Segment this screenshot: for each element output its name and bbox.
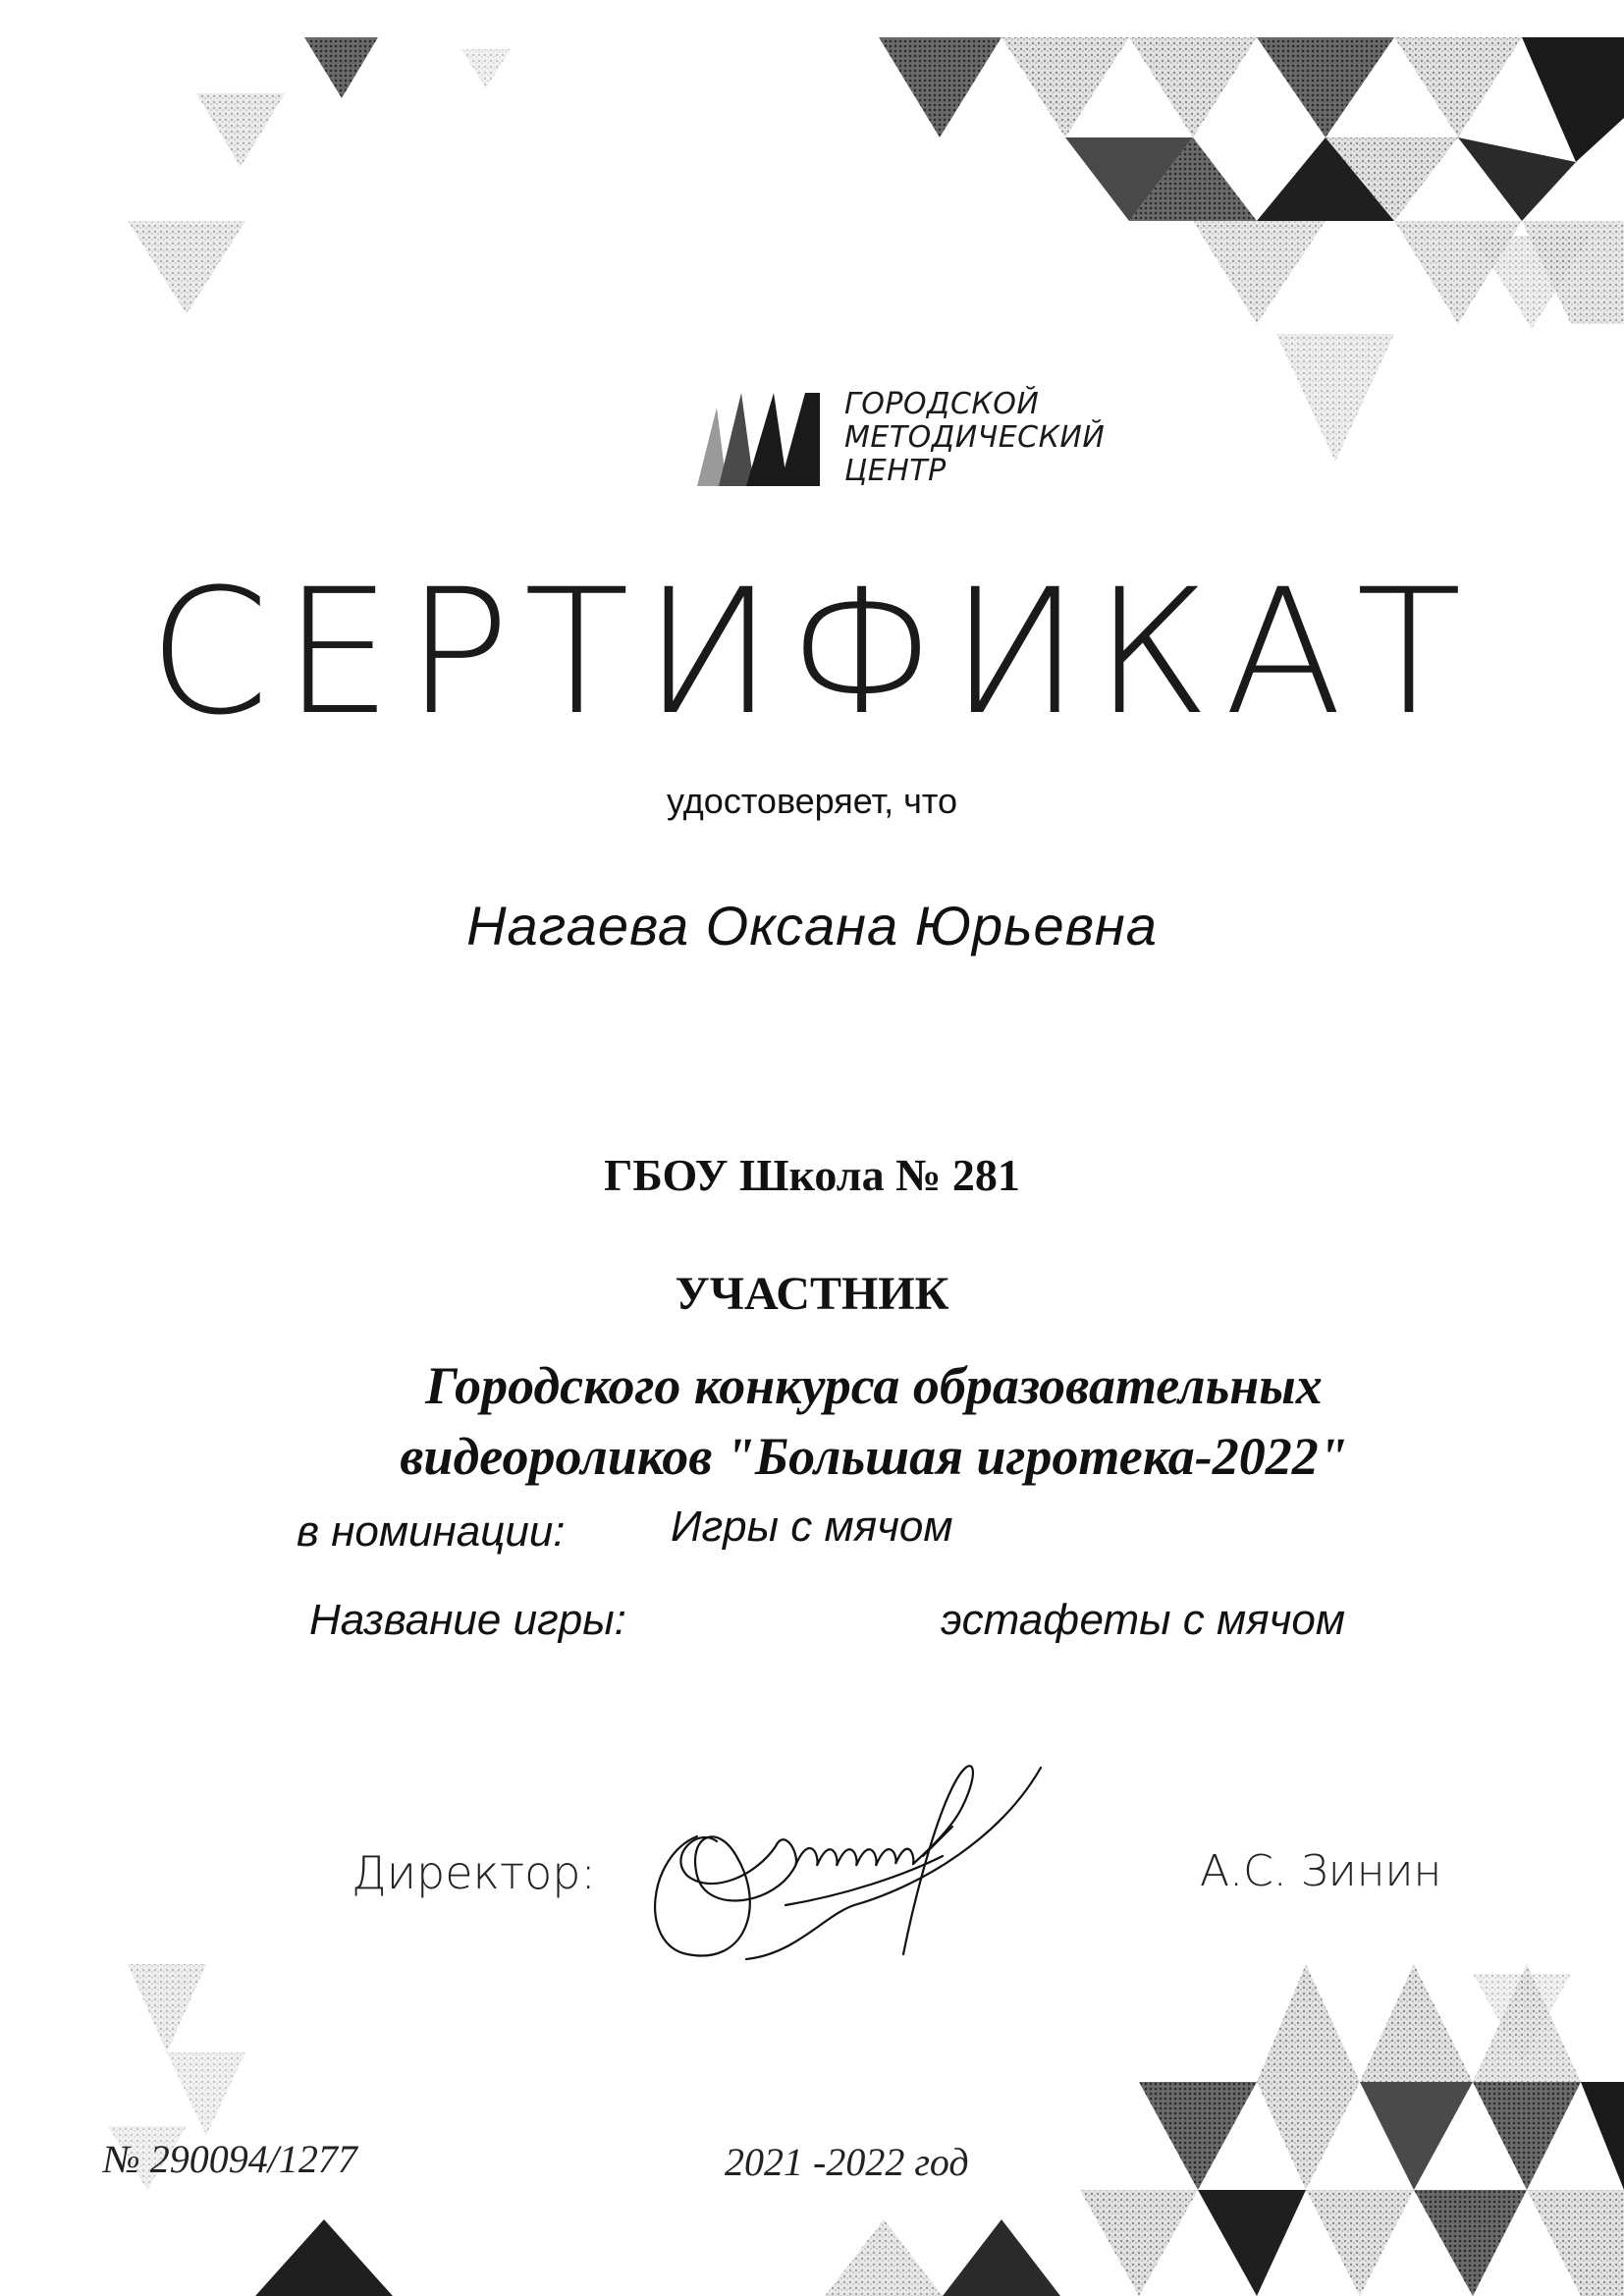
director-label: Директор:: [352, 1846, 596, 1899]
logo-line-3: ЦЕНТР: [844, 454, 947, 488]
nomination-label: в номинации:: [297, 1507, 566, 1556]
certificate-title: СЕРТИФИКАТ: [148, 552, 1476, 753]
recipient-name: Нагаева Оксана Юрьевна: [466, 895, 1158, 957]
school-name: ГБОУ Школа № 281: [604, 1150, 1020, 1200]
academic-year: 2021 -2022 год: [725, 2140, 969, 2184]
game-value: эстафеты с мячом: [941, 1596, 1346, 1644]
logo: [697, 388, 1110, 496]
contest-name: [295, 1350, 1453, 1492]
certificate-number: № 290094/1277: [103, 2137, 357, 2181]
director-name: А.С. Зинин: [1200, 1846, 1442, 1896]
nomination-value: Игры с мячом: [671, 1503, 953, 1551]
certificate-subtitle: удостоверяет, что: [667, 781, 957, 821]
logo-text: [844, 388, 1105, 488]
director-signature: [628, 1709, 1080, 1994]
logo-line-2: МЕТОДИЧЕСКИЙ: [844, 420, 1106, 455]
logo-line-1: ГОРОДСКОЙ: [844, 387, 1040, 421]
participant-role: УЧАСТНИК: [675, 1268, 949, 1320]
contest-line-2: видеороликов "Большая игротека-2022": [400, 1427, 1348, 1486]
logo-mark-icon: [697, 388, 835, 496]
game-label: Название игры:: [309, 1596, 626, 1644]
contest-line-1: Городского конкурса образовательных: [425, 1356, 1323, 1415]
